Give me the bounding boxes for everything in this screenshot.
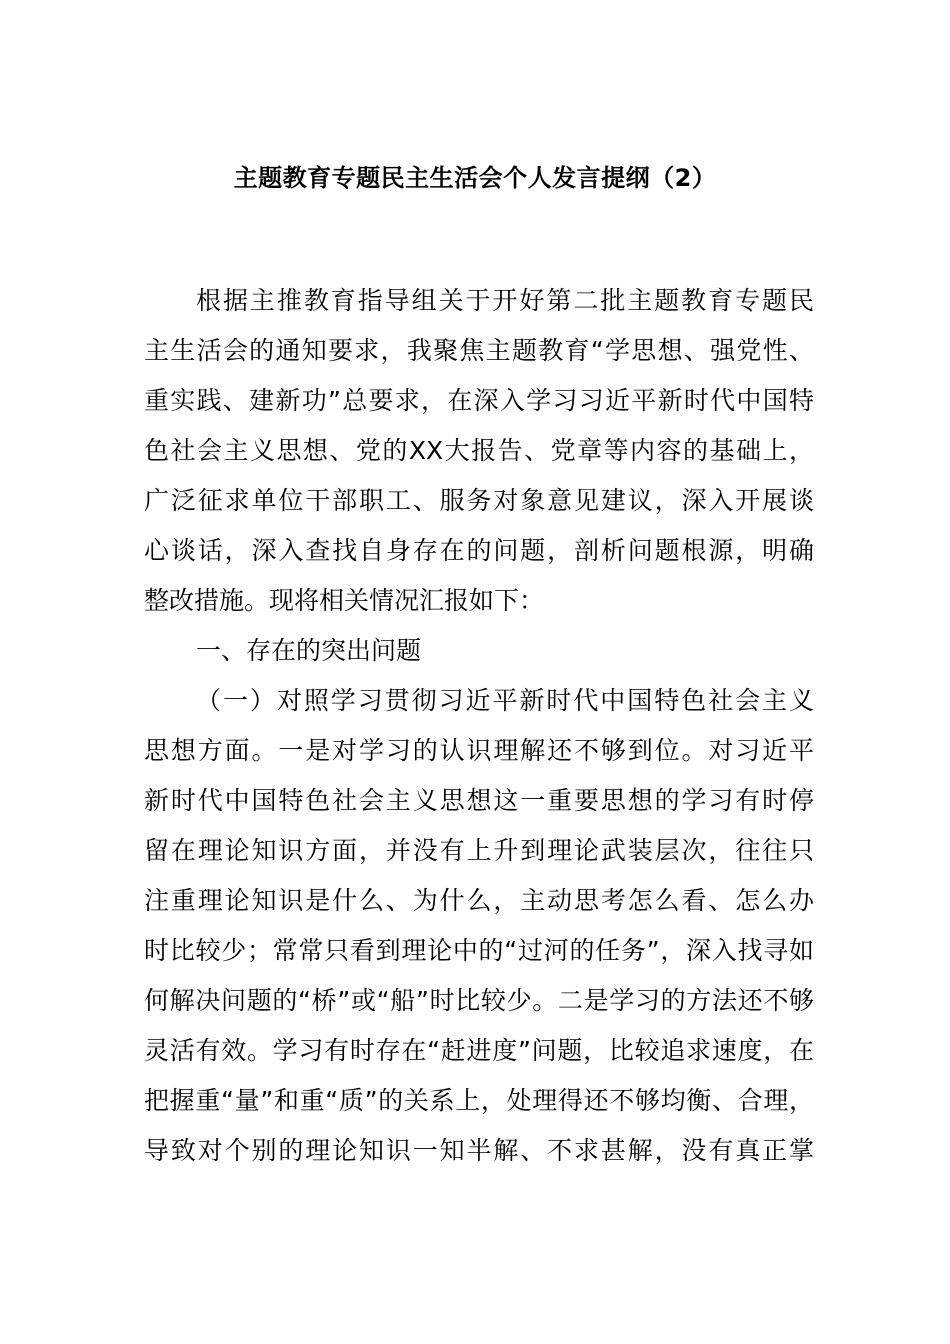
paragraph-line: 主生活会的通知要求，我聚焦主题教育“学思想、强党性、 [144,336,814,365]
paragraph-line: 灵活有效。学习有时存在“赶进度”问题，比较追求速度，在 [144,1036,814,1065]
paragraph-line: 思想方面。一是对学习的认识理解还不够到位。对习近平 [144,736,814,765]
paragraph-line: 重实践、建新功”总要求，在深入学习习近平新时代中国特 [144,386,814,415]
paragraph-line: 何解决问题的“桥”或“船”时比较少。二是学习的方法还不够 [144,986,814,1015]
paragraph-line: 心谈话，深入查找自身存在的问题，剖析问题根源，明确 [144,536,814,565]
paragraph-line: （一）对照学习贯彻习近平新时代中国特色社会主义 [196,686,814,715]
paragraph-line: 色社会主义思想、党的XX大报告、党章等内容的基础上， [144,436,814,465]
paragraph-line: 注重理论知识是什么、为什么，主动思考怎么看、怎么办 [144,886,814,915]
paragraph-line: 整改措施。现将相关情况汇报如下： [144,586,545,615]
paragraph-line: 新时代中国特色社会主义思想这一重要思想的学习有时停 [144,786,814,815]
paragraph-line: 广泛征求单位干部职工、服务对象意见建议，深入开展谈 [144,486,814,515]
section-heading: 一、存在的突出问题 [196,636,422,665]
paragraph-line: 留在理论知识方面，并没有上升到理论武装层次，往往只 [144,836,814,865]
paragraph-line: 把握重“量”和重“质”的关系上，处理得还不够均衡、合理， [144,1086,814,1115]
paragraph-line: 根据主推教育指导组关于开好第二批主题教育专题民 [196,286,814,315]
document-title: 主题教育专题民主生活会个人发言提纲（2） [233,164,717,192]
paragraph-line: 导致对个别的理论知识一知半解、不求甚解，没有真正掌 [144,1136,814,1165]
paragraph-line: 时比较少；常常只看到理论中的“过河的任务”，深入找寻如 [144,936,814,965]
